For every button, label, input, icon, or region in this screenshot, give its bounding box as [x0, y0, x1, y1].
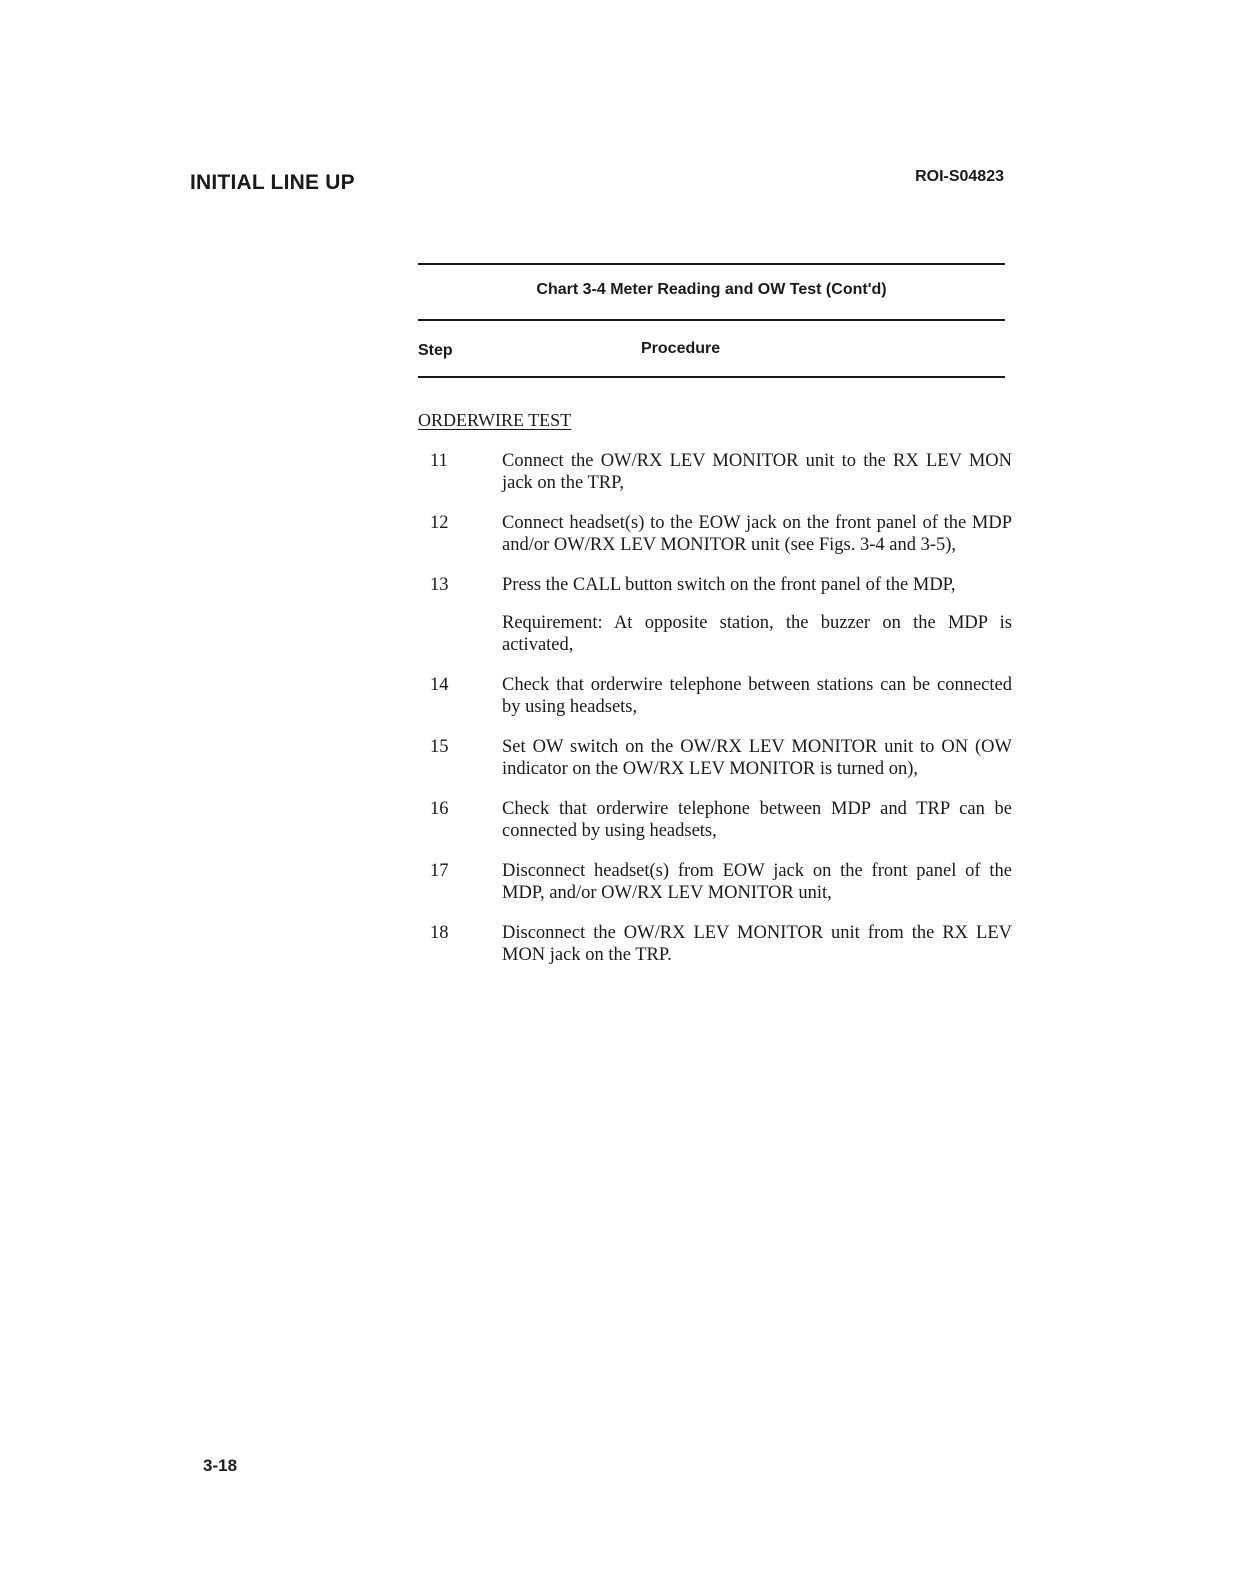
section-heading: INITIAL LINE UP: [190, 171, 355, 194]
document-id: ROI-S04823: [915, 168, 1004, 185]
step-number: 17: [430, 861, 449, 881]
step-row: [430, 512, 1012, 556]
step-row: [430, 860, 1012, 904]
step-13-requirement: Requirement: At opposite station, the buzzer on the MDP is activated,: [502, 613, 1012, 655]
step-number: 16: [430, 799, 449, 819]
step-text: Disconnect the OW/RX LEV MONITOR unit from the RX LEV MON jack on the TRP.: [502, 923, 1012, 965]
procedure-steps: [430, 450, 1012, 984]
chart-top-rule: [418, 263, 1005, 265]
column-header-step: Step: [418, 342, 453, 359]
step-row: [430, 574, 1012, 596]
step-row: [430, 450, 1012, 494]
step-row: [430, 922, 1012, 966]
step-row: [430, 674, 1012, 718]
step-number: 11: [430, 451, 448, 471]
step-text: Press the CALL button switch on the front panel of the MDP,: [502, 575, 956, 595]
step-text: Check that orderwire telephone between MDP and TRP can be connected by using headsets,: [502, 799, 1012, 841]
step-number: 13: [430, 575, 449, 595]
step-row: [430, 736, 1012, 780]
step-text: Check that orderwire telephone between stations can be connected by using headsets,: [502, 675, 1012, 717]
step-text: Connect the OW/RX LEV MONITOR unit to the RX LEV MON jack on the TRP,: [502, 451, 1012, 493]
step-text: Set OW switch on the OW/RX LEV MONITOR unit to ON (OW indicator on the OW/RX LEV MONITOR is turned on),: [502, 737, 1012, 779]
step-number: 18: [430, 923, 449, 943]
column-header-rule: [418, 376, 1005, 378]
step-number: 15: [430, 737, 449, 757]
step-number: 14: [430, 675, 449, 695]
step-text: Disconnect headset(s) from EOW jack on the front panel of the MDP, and/or OW/RX LEV MONITOR unit,: [502, 861, 1012, 903]
chart-title-rule: [418, 319, 1005, 321]
orderwire-test-title: ORDERWIRE TEST: [418, 410, 572, 430]
chart-title: Chart 3-4 Meter Reading and OW Test (Cont'd): [536, 281, 887, 298]
step-text: Connect headset(s) to the EOW jack on the front panel of the MDP and/or OW/RX LEV MONITOR unit (see Figs. 3-4 and 3-5),: [502, 513, 1012, 555]
step-row: [430, 798, 1012, 842]
step-number: 12: [430, 513, 449, 533]
page-number: 3-18: [203, 1456, 238, 1475]
column-header-procedure: Procedure: [641, 340, 721, 357]
